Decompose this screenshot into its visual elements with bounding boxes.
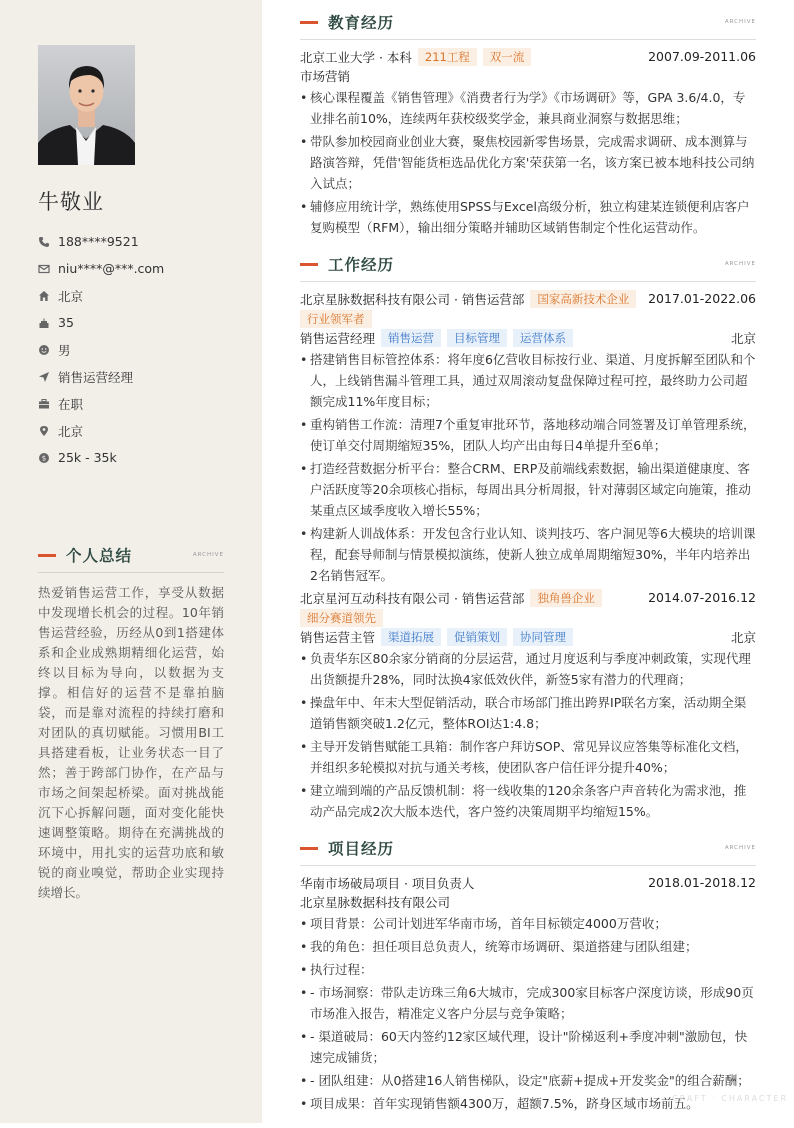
summary-section	[38, 543, 224, 903]
contact-info-list	[38, 228, 248, 471]
education-title: 教育经历	[328, 14, 395, 32]
school-badge: 双一流	[483, 48, 532, 66]
list-item: • 执行过程：	[300, 959, 756, 980]
list-item: • - 渠道破局：60天内签约12家区域代理，设计"阶梯返利+季度冲刺"激励包，快速完成铺货；	[300, 1026, 756, 1068]
list-item: • 重构销售工作流：清理7个重复审批环节，落地移动端合同签署及订单管理系统，使订单交付周期缩短35%，团队人均产出由每日4单提升至6单；	[300, 414, 756, 456]
section-divider	[300, 39, 756, 40]
education-major: 市场营销	[300, 68, 351, 84]
project-bullets	[300, 913, 756, 1114]
list-item: • 构建新人训战体系：开发包含行业认知、谈判技巧、客户洞见等6大模块的培训课程，配套导师制与情景模拟演练，使新人独立成单周期缩短30%，半年内培养出2名销售冠军。	[300, 523, 756, 586]
salary-row	[38, 444, 248, 471]
list-item: • 负责华东区80余家分销商的分层运营，通过月度返利与季度冲刺政策，实现代理出货额提升28%，同时汰换4家低效伙伴，新签5家有潜力的代理商；	[300, 648, 756, 690]
age-row	[38, 309, 248, 336]
svg-text:$: $	[41, 454, 47, 462]
job-location: 北京	[730, 330, 756, 346]
list-item: • 项目背景：公司计划进军华南市场，首年目标锁定4000万营收；	[300, 913, 756, 934]
job-entry	[300, 289, 756, 586]
project-name: 华南市场破局项目 · 项目负责人	[300, 875, 475, 891]
list-item: • 辅修应用统计学，熟练使用SPSS与Excel高级分析，独立构建某连锁便利店客户复购模型（RFM），输出细分策略并辅助区域销售制定个性化运营动作。	[300, 196, 756, 238]
job-bullets	[300, 648, 756, 822]
company-name: 北京星脉数据科技有限公司 · 销售运营部	[300, 291, 525, 307]
email-text: niu****@***.com	[58, 261, 165, 276]
section-accent-bar	[300, 847, 318, 850]
skill-tag: 目标管理	[447, 329, 507, 347]
age-text: 35	[58, 315, 74, 330]
project-header	[300, 836, 756, 860]
job-date: 2017.01-2022.06	[648, 291, 756, 306]
list-item: • 项目成果：首年实现销售额4300万，超额7.5%，跻身区域市场前五。	[300, 1093, 756, 1114]
job-position-row	[300, 328, 756, 347]
location-row	[38, 417, 248, 444]
section-accent-bar	[300, 21, 318, 24]
list-item: • - 团队组建：从0搭建16人销售梯队，设定"底薪+提成+开发奖金"的组合薪酬；	[300, 1070, 756, 1091]
status-text: 在职	[58, 396, 84, 412]
job-badge-row	[300, 308, 756, 328]
summary-title: 个人总结	[66, 547, 133, 565]
job-badge-row	[300, 607, 756, 627]
work-header	[300, 252, 756, 276]
skill-tag: 销售运营	[381, 329, 441, 347]
target-role-text: 销售运营经理	[58, 369, 134, 385]
gender-row	[38, 336, 248, 363]
education-date: 2007.09-2011.06	[648, 49, 756, 64]
education-school-row	[300, 47, 756, 66]
list-item: • 打造经营数据分析平台：整合CRM、ERP及前端线索数据，输出渠道健康度、客户活跃度等20余项核心指标，每周出具分析周报，针对薄弱区域定向施策，推动某重点区域季度收入增长55%；	[300, 458, 756, 521]
job-company-row	[300, 289, 756, 308]
gender-icon	[38, 344, 50, 356]
send-icon	[38, 371, 50, 383]
email-icon	[38, 263, 50, 275]
job-entry	[300, 588, 756, 822]
phone-icon	[38, 236, 50, 248]
candidate-name: 牛敬业	[38, 190, 104, 214]
job-position: 销售运营经理	[300, 330, 376, 346]
list-item: • - 市场洞察：带队走访珠三角6大城市，完成300家目标客户深度访谈，形成90页市场准入报告，精准定义客户分层与竞争策略；	[300, 982, 756, 1024]
section-accent-bar	[300, 263, 318, 266]
list-item: • 建立端到端的产品反馈机制：将一线收集的120余条客户声音转化为需求池，推动产品完成2次大版本迭代，客户签约决策周期平均缩短15%。	[300, 780, 756, 822]
phone-text: 188****9521	[58, 234, 139, 249]
school-name: 北京工业大学 · 本科	[300, 49, 412, 65]
list-item: • 核心课程覆盖《销售管理》《消费者行为学》《市场调研》等，GPA 3.6/4.0，专业排名前10%，连续两年获校级奖学金，兼具商业洞察与数据思维；	[300, 87, 756, 129]
job-position-row	[300, 627, 756, 646]
phone-row	[38, 228, 248, 255]
project-name-row	[300, 873, 756, 892]
school-badge: 211工程	[418, 48, 477, 66]
avatar-photo	[38, 45, 135, 165]
list-item: • 操盘年中、年末大型促销活动，联合市场部门推出跨界IP联名方案，活动期全渠道销售额突破1.2亿元，整体ROI达1:4.8；	[300, 692, 756, 734]
job-company-row	[300, 588, 756, 607]
email-row	[38, 255, 248, 282]
list-item: • 带队参加校园商业创业大赛，聚焦校园新零售场景，完成需求调研、成本测算与路演答辩，凭借'智能货柜选品优化方案'荣获第一名，该方案已被本地科技公司纳入试点；	[300, 131, 756, 194]
project-title: 项目经历	[328, 840, 395, 858]
watermark-text: CRAFT · CHARACTER	[672, 1094, 788, 1103]
section-divider	[300, 281, 756, 282]
education-section	[300, 10, 756, 238]
project-company: 北京星脉数据科技有限公司	[300, 894, 451, 910]
briefcase-icon	[38, 398, 50, 410]
cake-icon	[38, 317, 50, 329]
city-text: 北京	[58, 288, 84, 304]
company-badge: 国家高新技术企业	[530, 290, 636, 308]
company-badge: 行业领军者	[300, 310, 372, 328]
work-archive-tag: ARCHIVE	[724, 261, 756, 267]
job-date: 2014.07-2016.12	[648, 590, 756, 605]
company-badge: 独角兽企业	[530, 589, 602, 607]
sidebar	[0, 0, 262, 1123]
company-name: 北京星河互动科技有限公司 · 销售运营部	[300, 590, 525, 606]
work-title: 工作经历	[328, 256, 395, 274]
list-item: • 主导开发销售赋能工具箱：制作客户拜访SOP、常见异议应答集等标准化文档，并组织多轮模拟对抗与通关考核，使团队客户信任评分提升40%；	[300, 736, 756, 778]
job-position: 销售运营主管	[300, 629, 376, 645]
location-pin-icon	[38, 425, 50, 437]
salary-text: 25k - 35k	[58, 450, 117, 465]
skill-tag: 协同管理	[513, 628, 573, 646]
skill-tag: 渠道拓展	[381, 628, 441, 646]
target-role-row	[38, 363, 248, 390]
work-section	[300, 252, 756, 822]
education-bullets	[300, 87, 756, 238]
company-badge: 细分赛道领先	[300, 609, 383, 627]
list-item: • 搭建销售目标管控体系：将年度6亿营收目标按行业、渠道、月度拆解至团队和个人，上线销售漏斗管理工具，通过双周滚动复盘保障过程可控，最终助力公司超额完成11%年度目标；	[300, 349, 756, 412]
gender-text: 男	[58, 342, 71, 358]
city-row	[38, 282, 248, 309]
main-content	[300, 10, 756, 1128]
project-date: 2018.01-2018.12	[648, 875, 756, 890]
summary-archive-tag: ARCHIVE	[192, 552, 224, 558]
salary-icon	[38, 452, 50, 464]
location-text: 北京	[58, 423, 84, 439]
skill-tag: 促销策划	[447, 628, 507, 646]
education-header	[300, 10, 756, 34]
home-icon	[38, 290, 50, 302]
section-divider	[38, 572, 224, 573]
section-divider	[300, 865, 756, 866]
project-section	[300, 836, 756, 1114]
project-archive-tag: ARCHIVE	[724, 845, 756, 851]
summary-text: 热爱销售运营工作，享受从数据中发现增长机会的过程。10年销售运营经验，历经从0到1搭建体系和企业成熟期精细化运营，始终以目标为导向，以数据为支撑。相信好的运营不是靠拍脑袋，而是靠对流程的持续打磨和对团队的真切赋能。习惯用BI工具搭建看板，让业务状态一目了然；善于跨部门协作，在产品与市场之间架起桥梁。面对挑战能沉下心拆解问题，面对变化能快速调整策略。期待在充满挑战的环境中，用扎实的运营功底和敏锐的商业嗅觉，帮助企业实现持续增长。	[38, 585, 224, 900]
education-archive-tag: ARCHIVE	[724, 19, 756, 25]
summary-header	[38, 543, 224, 567]
section-accent-bar	[38, 554, 56, 557]
status-row	[38, 390, 248, 417]
list-item: • 我的角色：担任项目总负责人，统筹市场调研、渠道搭建与团队组建；	[300, 936, 756, 957]
skill-tag: 运营体系	[513, 329, 573, 347]
job-bullets	[300, 349, 756, 586]
job-location: 北京	[730, 629, 756, 645]
